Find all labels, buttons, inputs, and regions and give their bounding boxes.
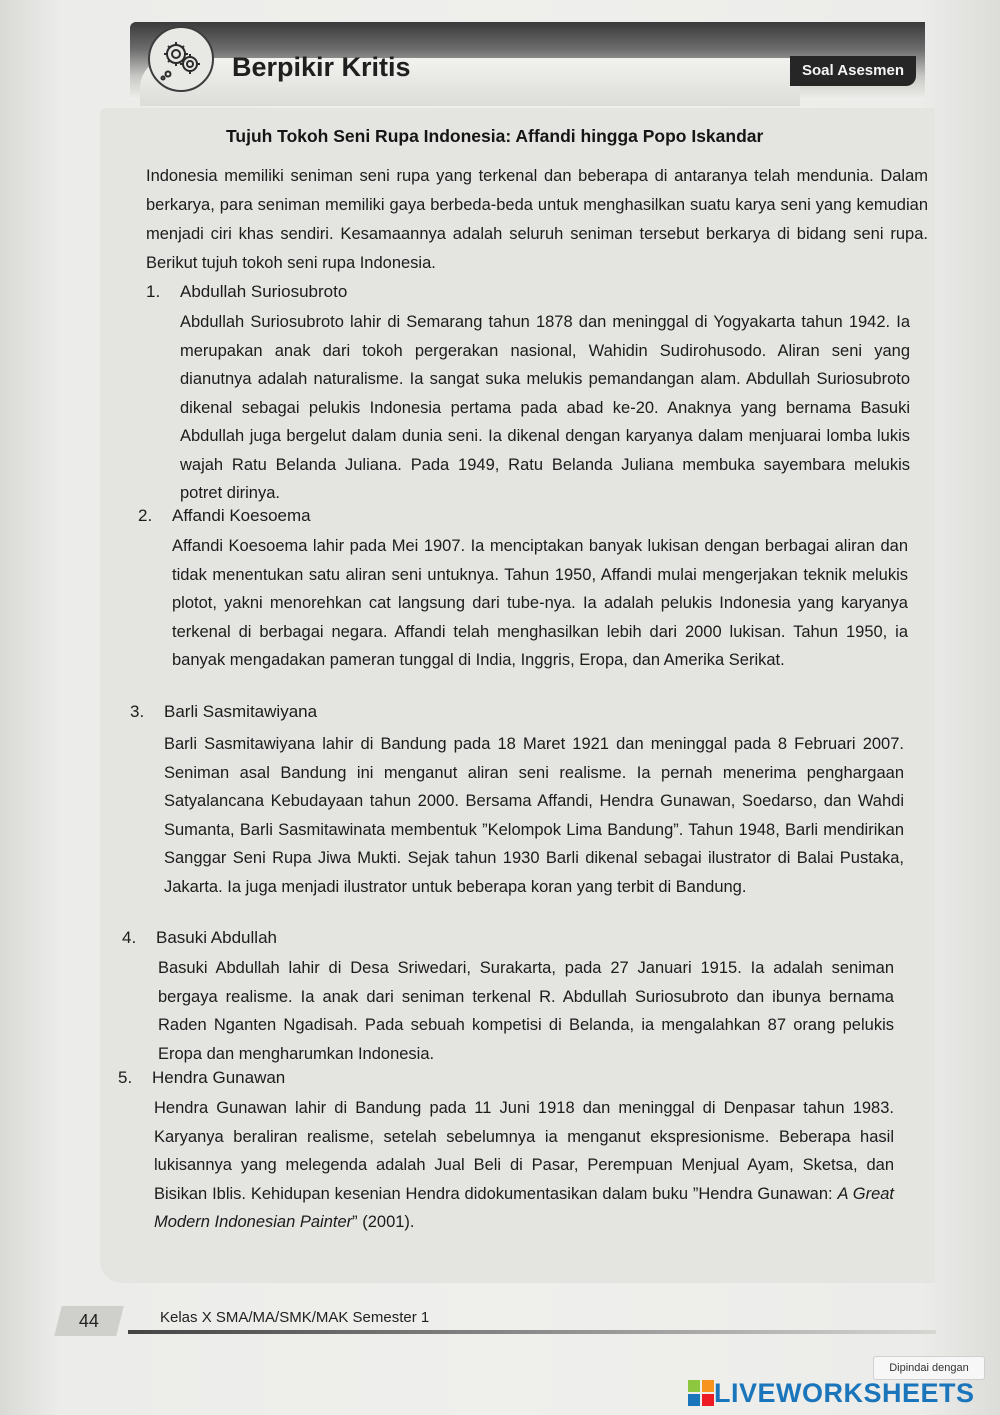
liveworksheets-logo	[688, 1378, 975, 1408]
list-item-text: Barli Sasmitawiyana lahir di Bandung pada 18 Maret 1921 dan meninggal pada 8 Februari 2007. Seniman asal Bandung ini menganut aliran seni realisme. Ia pernah menerima penghargaan Satyalancana Kebudayaan tahun 2000. Bersama Affandi, Hendra Gunawan, Soedarso, dan Wahdi Sumanta, Barli Sasmitawinata membentuk ”Kelompok Lima Bandung”. Tahun 1948, Barli mendirikan Sanggar Seni Rupa Jiwa Mukti. Sejak tahun 1930 Barli dikenal sebagai ilustrator di Balai Pustaka, Jakarta. Ia juga menjadi ilustrator untuk beberapa koran yang terbit di Bandung.	[164, 735, 904, 896]
list-item-number: 3.	[130, 702, 145, 721]
list-item-heading	[122, 928, 277, 948]
list-item-number: 1.	[146, 282, 161, 301]
book-title-italic: A Great Modern Indonesian Painter	[154, 1184, 895, 1231]
list-item-heading	[118, 1068, 285, 1088]
gears-icon	[148, 26, 214, 92]
list-item-number: 2.	[138, 506, 153, 525]
list-item-name: Abdullah Suriosubroto	[180, 282, 348, 301]
list-item-text: Affandi Koesoema lahir pada Mei 1907. Ia menciptakan banyak lukisan dengan berbagai aliran dan tidak menentukan satu aliran seni untuknya. Tahun 1950, Affandi mulai mengerjakan teknik melukis plotot, yakni menorehkan cat langsung dari tube-nya. Ia adalah pelukis Indonesia yang karyanya terkenal di berbagai negara. Affandi telah menghasilkan lebih dari 2000 lukisan. Tahun 1950, ia banyak mengadakan pameran tunggal di India, Inggris, Eropa, dan Amerika Serikat.	[172, 537, 908, 669]
article-title: Tujuh Tokoh Seni Rupa Indonesia: Affandi hingga Popo Iskandar	[226, 126, 764, 146]
book-info: Kelas X SMA/MA/SMK/MAK Semester 1	[160, 1309, 430, 1326]
list-item-text	[154, 1094, 894, 1237]
assessment-tag: Soal Asesmen	[790, 56, 916, 86]
section-title: Berpikir Kritis	[232, 52, 411, 82]
page-number: 44	[54, 1306, 123, 1336]
list-item-heading	[138, 506, 311, 526]
list-item-number: 4.	[122, 928, 137, 947]
list-item-name: Hendra Gunawan	[152, 1068, 286, 1087]
footer-rule	[128, 1330, 936, 1334]
list-item-text-end: ” (2001).	[352, 1213, 415, 1231]
list-item-name: Affandi Koesoema	[172, 506, 311, 525]
list-item-name: Basuki Abdullah	[156, 928, 277, 947]
liveworksheets-brand: LIVEWORKSHEETS	[714, 1377, 975, 1408]
list-item-text: Basuki Abdullah lahir di Desa Sriwedari, Surakarta, pada 27 Januari 1915. Ia adalah seniman bergaya realisme. Ia anak dari seniman terkenal R. Abdullah Suriosubroto dan ibunya bernama Raden Nganten Ngadisah. Pada sebuah kompetisi di Belanda, ia mengalahkan 87 orang pelukis Eropa dan mengharumkan Indonesia.	[158, 959, 894, 1063]
liveworksheets-logo-icon	[688, 1380, 714, 1406]
list-item-text-plain: Hendra Gunawan lahir di Bandung pada 11 Juni 1918 dan meninggal di Denpasar tahun 1983. Karyanya beraliran realisme, setelah sebelumnya ia menganut ekspresionisme. Beberapa hasil lukisannya yang melegenda adalah Jual Beli di Pasar, Perempuan Menjual Ayam, Sketsa, dan Bisikan Iblis. Kehidupan kesenian Hendra didokumentasikan dalam buku ”Hendra Gunawan:	[154, 1099, 894, 1203]
list-item-name: Barli Sasmitawiyana	[164, 702, 318, 721]
list-item-number: 5.	[118, 1068, 133, 1087]
scan-label: Dipindai dengan	[873, 1356, 985, 1380]
list-item-heading	[130, 702, 317, 722]
intro-paragraph: Indonesia memiliki seniman seni rupa yang terkenal dan beberapa di antaranya telah mendunia. Dalam berkarya, para seniman memiliki gaya berbeda-beda untuk menghasilkan suatu karya seni yang kemudian menjadi ciri khas sendiri. Kesamaannya adalah seluruh seniman tersebut berkarya di bidang seni rupa. Berikut tujuh tokoh seni rupa Indonesia.	[146, 167, 928, 272]
list-item-text: Abdullah Suriosubroto lahir di Semarang tahun 1878 dan meninggal di Yogyakarta tahun 1942. Ia merupakan anak dari tokoh pergerakan nasional, Wahidin Sudirohusodo. Aliran seni yang dianutnya adalah naturalisme. Ia sangat suka melukis pemandangan alam. Abdullah Suriosubroto dikenal sebagai pelukis Indonesia pertama pada abad ke-20. Anaknya yang bernama Basuki Abdullah juga bergelut dalam dunia seni. Ia dikenal dengan karyanya dalam menjuarai lomba lukis wajah Ratu Belanda Juliana. Pada 1949, Ratu Belanda Juliana membuka sayembara melukis potret dirinya.	[180, 313, 910, 502]
list-item-heading	[146, 282, 347, 302]
